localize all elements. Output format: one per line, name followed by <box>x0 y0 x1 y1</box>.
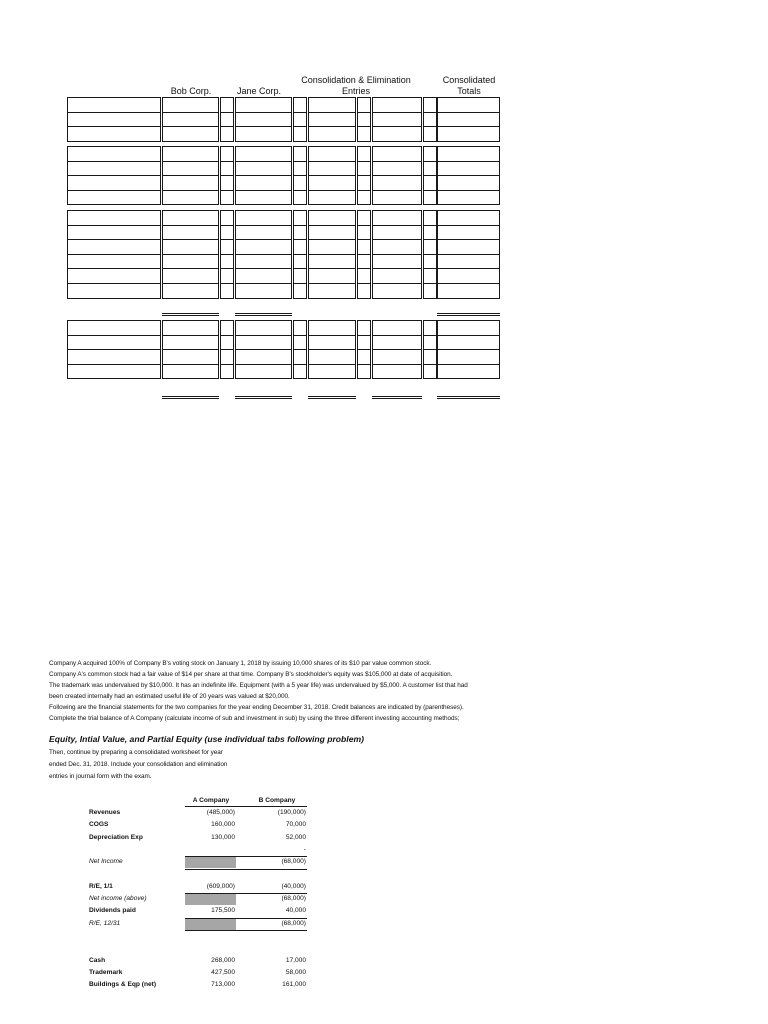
double-underline <box>162 313 219 316</box>
worksheet-cell-bob[interactable] <box>162 146 219 162</box>
worksheet-cell-jane-ref[interactable] <box>293 97 307 113</box>
worksheet-cell-label[interactable] <box>67 283 161 299</box>
col-header-elim <box>288 75 424 97</box>
worksheet-cell-bob-ref[interactable] <box>220 112 234 128</box>
worksheet-cell-bob[interactable] <box>162 254 219 270</box>
worksheet-cell-debit-ref[interactable] <box>357 210 371 226</box>
tb-row-label: R/E, 1/1 <box>89 882 113 890</box>
worksheet-cell-debit-ref[interactable] <box>357 225 371 241</box>
tb-value-a: 160,000 <box>211 821 235 829</box>
tb-row-label: Depreciation Exp <box>89 833 143 841</box>
col-header-elim-line1: Consolidation & Elimination <box>301 75 411 85</box>
worksheet-cell-jane[interactable] <box>235 268 292 284</box>
worksheet-cell-bob[interactable] <box>162 112 219 128</box>
worksheet-cell-credit[interactable] <box>372 349 422 365</box>
worksheet-cell-credit-ref[interactable] <box>423 283 437 299</box>
worksheet-cell-bob-ref[interactable] <box>220 283 234 299</box>
tb-row-label: Dividends paid <box>89 907 136 915</box>
worksheet-cell-consolidated[interactable] <box>437 335 500 351</box>
continue-line: ended Dec. 31, 2018. Include your consolidation and elimination <box>49 761 228 768</box>
tb-row-label: COGS <box>89 821 109 829</box>
worksheet-cell-credit-ref[interactable] <box>423 239 437 255</box>
worksheet-cell-credit-ref[interactable] <box>423 161 437 177</box>
worksheet-cell-bob-ref[interactable] <box>220 320 234 336</box>
worksheet-cell-label[interactable] <box>67 112 161 128</box>
worksheet-cell-jane-ref[interactable] <box>293 283 307 299</box>
worksheet-cell-bob-ref[interactable] <box>220 161 234 177</box>
worksheet-cell-jane-ref[interactable] <box>293 268 307 284</box>
worksheet-cell-label[interactable] <box>67 364 161 380</box>
continue-line: Then, continue by preparing a consolidated worksheet for year <box>49 749 223 756</box>
worksheet-cell-debit[interactable] <box>308 254 356 270</box>
tb-col-a-header: A Company <box>192 797 230 804</box>
worksheet-cell-credit-ref[interactable] <box>423 146 437 162</box>
worksheet-cell-consolidated[interactable] <box>437 161 500 177</box>
worksheet-cell-credit[interactable] <box>372 190 422 206</box>
worksheet-cell-credit-ref[interactable] <box>423 210 437 226</box>
worksheet-cell-jane[interactable] <box>235 146 292 162</box>
worksheet-cell-label[interactable] <box>67 225 161 241</box>
shaded-cell <box>185 894 236 905</box>
worksheet-cell-label[interactable] <box>67 190 161 206</box>
tb-value-b: - <box>303 845 306 853</box>
tb-value-b: 70,000 <box>285 821 306 829</box>
worksheet-cell-debit[interactable] <box>308 175 356 191</box>
worksheet-cell-bob-ref[interactable] <box>220 210 234 226</box>
tb-rule <box>185 930 307 931</box>
col-header-jane: Jane Corp. <box>236 86 282 96</box>
problem-line: Complete the trial balance of A Company (calculate income of sub and investment in sub) by using the three different investing accounting methods; <box>49 715 460 722</box>
worksheet-cell-consolidated[interactable] <box>437 97 500 113</box>
worksheet-cell-consolidated[interactable] <box>437 364 500 380</box>
tb-rule <box>185 856 307 857</box>
double-underline <box>235 313 292 316</box>
worksheet-cell-label[interactable] <box>67 161 161 177</box>
worksheet-cell-debit-ref[interactable] <box>357 112 371 128</box>
worksheet-cell-jane[interactable] <box>235 161 292 177</box>
worksheet-cell-jane-ref[interactable] <box>293 175 307 191</box>
worksheet-cell-label[interactable] <box>67 268 161 284</box>
worksheet-cell-consolidated[interactable] <box>437 210 500 226</box>
tb-row-label: R/E, 12/31 <box>89 919 121 927</box>
worksheet-cell-label[interactable] <box>67 126 161 142</box>
worksheet-cell-debit[interactable] <box>308 268 356 284</box>
tb-value-a: 268,000 <box>211 956 235 964</box>
tb-row-label: Net Income <box>89 858 123 866</box>
tb-value-b: (40,000) <box>281 882 306 890</box>
tb-rule <box>185 869 307 870</box>
continue-line: entries in journal form with the exam. <box>49 773 152 780</box>
worksheet-cell-debit-ref[interactable] <box>357 146 371 162</box>
tb-row-label: Revenues <box>89 809 121 816</box>
tb-value-b: 58,000 <box>285 968 306 976</box>
worksheet-cell-credit-ref[interactable] <box>423 364 437 380</box>
worksheet-cell-bob[interactable] <box>162 190 219 206</box>
worksheet-cell-jane-ref[interactable] <box>293 239 307 255</box>
worksheet-cell-jane-ref[interactable] <box>293 349 307 365</box>
worksheet-cell-debit[interactable] <box>308 112 356 128</box>
worksheet-cell-jane-ref[interactable] <box>293 146 307 162</box>
worksheet-cell-credit-ref[interactable] <box>423 225 437 241</box>
tb-row-label: Cash <box>89 956 106 964</box>
problem-line: Company A's common stock had a fair value of $14 per share at that time. Company B's stockholder's equity was $105,000 at date of acquisition. <box>49 671 453 678</box>
double-underline <box>437 396 500 399</box>
worksheet-cell-consolidated[interactable] <box>437 126 500 142</box>
worksheet-cell-debit[interactable] <box>308 225 356 241</box>
tb-value-b: (68,000) <box>281 895 306 903</box>
worksheet-cell-debit[interactable] <box>308 146 356 162</box>
worksheet-cell-jane-ref[interactable] <box>293 112 307 128</box>
worksheet-cell-credit-ref[interactable] <box>423 335 437 351</box>
methods-subheading: Equity, Intial Value, and Partial Equity (use individual tabs following problem) <box>49 734 364 744</box>
worksheet-cell-credit[interactable] <box>372 210 422 226</box>
worksheet-cell-label[interactable] <box>67 335 161 351</box>
tb-value-a: 175,500 <box>211 907 235 915</box>
worksheet-cell-bob-ref[interactable] <box>220 349 234 365</box>
tb-value-b: 52,000 <box>285 833 306 841</box>
worksheet-cell-jane[interactable] <box>235 239 292 255</box>
double-underline <box>372 396 422 399</box>
worksheet-cell-credit-ref[interactable] <box>423 112 437 128</box>
worksheet-cell-credit-ref[interactable] <box>423 97 437 113</box>
worksheet-cell-bob[interactable] <box>162 161 219 177</box>
worksheet-cell-consolidated[interactable] <box>437 254 500 270</box>
worksheet-cell-credit[interactable] <box>372 126 422 142</box>
worksheet-cell-consolidated[interactable] <box>437 349 500 365</box>
worksheet-cell-debit-ref[interactable] <box>357 283 371 299</box>
worksheet-cell-bob[interactable] <box>162 364 219 380</box>
worksheet-cell-credit[interactable] <box>372 268 422 284</box>
double-underline <box>235 396 292 399</box>
tb-value-a: (485,000) <box>206 809 235 816</box>
worksheet-cell-debit[interactable] <box>308 283 356 299</box>
worksheet-cell-credit[interactable] <box>372 283 422 299</box>
col-header-cons-line1: Consolidated <box>442 75 496 85</box>
worksheet-cell-jane[interactable] <box>235 175 292 191</box>
worksheet-cell-credit[interactable] <box>372 161 422 177</box>
tb-row-label: Net income (above) <box>89 895 147 903</box>
worksheet-cell-credit-ref[interactable] <box>423 268 437 284</box>
tb-value-a: (609,000) <box>206 882 235 890</box>
worksheet-cell-bob-ref[interactable] <box>220 225 234 241</box>
tb-value-b: 161,000 <box>282 981 306 989</box>
worksheet-cell-credit[interactable] <box>372 364 422 380</box>
worksheet-cell-debit[interactable] <box>308 364 356 380</box>
worksheet-cell-label[interactable] <box>67 239 161 255</box>
col-header-cons-line2: Totals <box>457 86 481 96</box>
worksheet-cell-consolidated[interactable] <box>437 146 500 162</box>
worksheet-cell-label[interactable] <box>67 175 161 191</box>
tb-value-b: (68,000) <box>281 858 306 866</box>
worksheet-cell-credit[interactable] <box>372 320 422 336</box>
worksheet-cell-consolidated[interactable] <box>437 175 500 191</box>
worksheet-cell-jane-ref[interactable] <box>293 225 307 241</box>
worksheet-cell-credit-ref[interactable] <box>423 126 437 142</box>
tb-value-b: 40,000 <box>285 907 306 915</box>
worksheet-cell-jane[interactable] <box>235 112 292 128</box>
worksheet-cell-bob[interactable] <box>162 97 219 113</box>
worksheet-cell-debit-ref[interactable] <box>357 97 371 113</box>
worksheet-cell-consolidated[interactable] <box>437 190 500 206</box>
worksheet-cell-consolidated[interactable] <box>437 320 500 336</box>
worksheet-cell-credit-ref[interactable] <box>423 320 437 336</box>
worksheet-cell-credit-ref[interactable] <box>423 175 437 191</box>
worksheet-cell-debit-ref[interactable] <box>357 268 371 284</box>
tb-value-a: 427,500 <box>211 968 235 976</box>
worksheet-cell-debit-ref[interactable] <box>357 161 371 177</box>
worksheet-cell-credit[interactable] <box>372 239 422 255</box>
worksheet-cell-credit[interactable] <box>372 97 422 113</box>
worksheet-cell-debit-ref[interactable] <box>357 320 371 336</box>
tb-value-b: (68,000) <box>281 919 306 927</box>
worksheet-cell-bob[interactable] <box>162 320 219 336</box>
worksheet-cell-bob-ref[interactable] <box>220 126 234 142</box>
tb-row-label: Trademark <box>89 968 123 976</box>
worksheet-cell-label[interactable] <box>67 146 161 162</box>
problem-line: been created internally had an estimated useful life of 20 years was valued at $20,000. <box>49 693 290 700</box>
worksheet-cell-jane[interactable] <box>235 126 292 142</box>
worksheet-cell-debit-ref[interactable] <box>357 175 371 191</box>
worksheet-cell-jane-ref[interactable] <box>293 364 307 380</box>
worksheet-cell-credit[interactable] <box>372 335 422 351</box>
worksheet-cell-debit[interactable] <box>308 190 356 206</box>
tb-value-a: 713,000 <box>211 981 235 989</box>
worksheet-cell-debit-ref[interactable] <box>357 364 371 380</box>
worksheet-cell-bob[interactable] <box>162 239 219 255</box>
worksheet-cell-debit[interactable] <box>308 335 356 351</box>
worksheet-cell-debit[interactable] <box>308 97 356 113</box>
tb-value-b: (190,000) <box>277 809 306 816</box>
worksheet-cell-jane[interactable] <box>235 335 292 351</box>
worksheet-cell-debit-ref[interactable] <box>357 349 371 365</box>
shaded-cell <box>185 857 236 868</box>
problem-line: Company A acquired 100% of Company B's voting stock on January 1, 2018 by issuing 10,000 shares of its $10 par value common stock. <box>49 660 432 667</box>
worksheet-cell-jane-ref[interactable] <box>293 335 307 351</box>
worksheet-cell-debit-ref[interactable] <box>357 239 371 255</box>
worksheet-cell-bob-ref[interactable] <box>220 239 234 255</box>
worksheet-cell-credit[interactable] <box>372 146 422 162</box>
worksheet-cell-jane-ref[interactable] <box>293 190 307 206</box>
worksheet-cell-debit-ref[interactable] <box>357 335 371 351</box>
worksheet-cell-credit[interactable] <box>372 254 422 270</box>
worksheet-cell-bob-ref[interactable] <box>220 268 234 284</box>
worksheet-cell-bob[interactable] <box>162 225 219 241</box>
worksheet-cell-bob[interactable] <box>162 335 219 351</box>
col-header-elim-line2: Entries <box>341 86 370 96</box>
tb-col-b-header: B Company <box>258 797 296 804</box>
worksheet-cell-debit[interactable] <box>308 210 356 226</box>
worksheet-cell-bob[interactable] <box>162 210 219 226</box>
shaded-cell <box>185 919 236 930</box>
col-header-consolidated <box>432 75 506 97</box>
worksheet-cell-jane[interactable] <box>235 349 292 365</box>
worksheet-cell-label[interactable] <box>67 320 161 336</box>
worksheet-cell-jane-ref[interactable] <box>293 254 307 270</box>
worksheet-cell-credit[interactable] <box>372 225 422 241</box>
worksheet-cell-label[interactable] <box>67 254 161 270</box>
worksheet-cell-jane[interactable] <box>235 283 292 299</box>
worksheet-cell-credit[interactable] <box>372 112 422 128</box>
worksheet-cell-jane[interactable] <box>235 97 292 113</box>
worksheet-cell-label[interactable] <box>67 210 161 226</box>
worksheet-cell-debit-ref[interactable] <box>357 190 371 206</box>
worksheet-cell-bob-ref[interactable] <box>220 175 234 191</box>
worksheet-cell-jane-ref[interactable] <box>293 320 307 336</box>
worksheet-cell-bob-ref[interactable] <box>220 190 234 206</box>
double-underline <box>437 313 500 316</box>
worksheet-cell-bob-ref[interactable] <box>220 254 234 270</box>
worksheet-cell-bob[interactable] <box>162 175 219 191</box>
worksheet-cell-consolidated[interactable] <box>437 225 500 241</box>
worksheet-cell-debit[interactable] <box>308 239 356 255</box>
worksheet-cell-debit[interactable] <box>308 161 356 177</box>
problem-line: The trademark was undervalued by $10,000. It has an indefinite life. Equipment (with a 5 year life) was undervalued by $5,000. A customer list that had <box>49 682 468 689</box>
worksheet-cell-consolidated[interactable] <box>437 283 500 299</box>
tb-rule <box>185 893 307 894</box>
problem-line: Following are the financial statements for the two companies for the year ending December 31, 2018. Credit balances are indicated by (parentheses). <box>49 704 464 711</box>
tb-value-a: 130,000 <box>211 833 235 841</box>
worksheet-cell-bob-ref[interactable] <box>220 97 234 113</box>
worksheet-cell-bob-ref[interactable] <box>220 335 234 351</box>
worksheet-cell-jane[interactable] <box>235 254 292 270</box>
worksheet-cell-credit-ref[interactable] <box>423 254 437 270</box>
worksheet-cell-jane-ref[interactable] <box>293 161 307 177</box>
worksheet-cell-bob-ref[interactable] <box>220 146 234 162</box>
tb-value-b: 17,000 <box>285 956 306 964</box>
worksheet-cell-consolidated[interactable] <box>437 268 500 284</box>
worksheet-cell-jane-ref[interactable] <box>293 126 307 142</box>
worksheet-cell-bob[interactable] <box>162 283 219 299</box>
worksheet-cell-credit[interactable] <box>372 175 422 191</box>
worksheet-cell-label[interactable] <box>67 97 161 113</box>
worksheet-cell-debit[interactable] <box>308 349 356 365</box>
tb-rule <box>185 918 307 919</box>
worksheet-cell-consolidated[interactable] <box>437 239 500 255</box>
worksheet-cell-bob[interactable] <box>162 126 219 142</box>
worksheet-cell-consolidated[interactable] <box>437 112 500 128</box>
tb-row-label: Buildings & Eqp (net) <box>89 981 157 989</box>
worksheet-cell-bob-ref[interactable] <box>220 364 234 380</box>
worksheet-cell-jane[interactable] <box>235 364 292 380</box>
worksheet-cell-bob[interactable] <box>162 268 219 284</box>
worksheet-cell-label[interactable] <box>67 349 161 365</box>
worksheet-cell-jane[interactable] <box>235 190 292 206</box>
worksheet-cell-debit-ref[interactable] <box>357 126 371 142</box>
worksheet-cell-debit[interactable] <box>308 126 356 142</box>
worksheet-cell-debit-ref[interactable] <box>357 254 371 270</box>
worksheet-cell-credit-ref[interactable] <box>423 190 437 206</box>
worksheet-cell-jane-ref[interactable] <box>293 210 307 226</box>
worksheet-cell-credit-ref[interactable] <box>423 349 437 365</box>
worksheet-cell-bob[interactable] <box>162 349 219 365</box>
worksheet-cell-jane[interactable] <box>235 320 292 336</box>
col-header-bob: Bob Corp. <box>170 86 212 96</box>
double-underline <box>308 396 356 399</box>
worksheet-cell-jane[interactable] <box>235 225 292 241</box>
worksheet-cell-jane[interactable] <box>235 210 292 226</box>
double-underline <box>162 396 219 399</box>
worksheet-cell-debit[interactable] <box>308 320 356 336</box>
